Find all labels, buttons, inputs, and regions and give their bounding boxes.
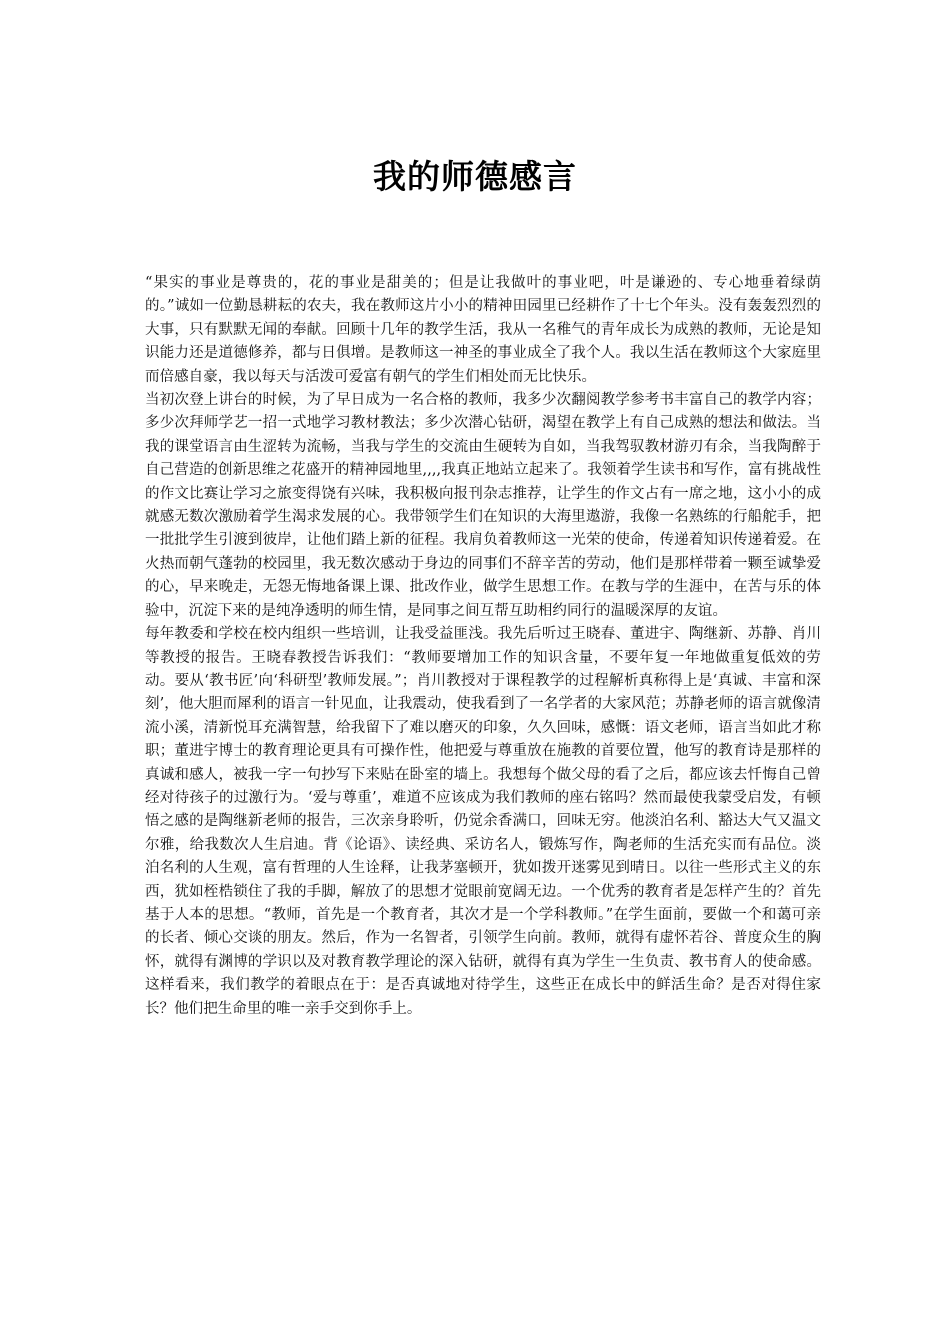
paragraph-1: “果实的事业是尊贵的，花的事业是甜美的；但是让我做叶的事业吧，叶是谦逊的、专心地垂着绿荫的。”诚如一位勤恳耕耘的农夫，我在教师这片小小的精神田园里已经耕作了十七个年头。没有轰轰烈烈的大事，只有默默无闻的奉献。回顾十几年的教学生活，我从一名稚气的青年成长为成熟的教师，无论是知识能力还是道德修养，都与日俱增。是教师这一神圣的事业成全了我个人。我以生活在教师这个大家庭里而倍感自豪，我以每天与活泼可爱富有朝气的学生们相处而无比快乐。 [145, 275, 821, 385]
document-title: 我的师德感言 [373, 157, 577, 196]
document-body [145, 272, 821, 1021]
paragraph-3: 每年教委和学校在校内组织一些培训，让我受益匪浅。我先后听过王晓春、董进宇、陶继新、苏静、肖川等教授的报告。王晓春教授告诉我们：“教师要增加工作的知识含量，不要年复一年地做重复低效的劳动。要从‘教书匠’向‘科研型’教师发展。”；肖川教授对于课程教学的过程解析真称得上是‘真诚、丰富和深刻’，他大胆而犀利的语言一针见血，让我震动，使我看到了一名学者的大家风范；苏静老师的语言就像清流小溪，清新悦耳充满智慧，给我留下了难以磨灭的印象，久久回味，感慨：语文老师，语言当如此才称职；董进宇博士的教育理论更具有可操作性，他把爱与尊重放在施教的首要位置，他写的教育诗是那样的真诚和感人，被我一字一句抄写下来贴在卧室的墙上。我想每个做父母的看了之后，都应该去忏悔自己曾经对待孩子的过激行为。‘爱与尊重’，难道不应该成为我们教师的座右铭吗？然而最使我蒙受启发，有顿悟之感的是陶继新老师的报告，三次亲身聆听，仍觉余香满口，回味无穷。他淡泊名利、豁达大气又温文尔雅，给我数次人生启迪。背《论语》、读经典、采访名人，锻炼写作，陶老师的生活充实而有品位。淡泊名利的人生观，富有哲理的人生诠释，让我茅塞顿开，犹如拨开迷雾见到晴日。以往一些形式主义的东西，犹如桎梏锁住了我的手脚，解放了的思想才觉眼前宽阔无边。一个优秀的教育者是怎样产生的？首先基于人本的思想。“教师，首先是一个教育者，其次才是一个学科教师。”在学生面前，要做一个和蔼可亲的长者、倾心交谈的朋友。然后，作为一名智者，引领学生向前。教师，就得有虚怀若谷、普度众生的胸怀，就得有渊博的学识以及对教育教学理论的深入钻研，就得有真为学生一生负责、教书育人的使命感。这样看来，我们教学的着眼点在于：是否真诚地对待学生，这些正在成长中的鲜活生命？是否对得住家长？他们把生命里的唯一亲手交到你手上。 [145, 626, 821, 1017]
paragraph-2: 当初次登上讲台的时候，为了早日成为一名合格的教师，我多少次翻阅教学参考书丰富自己的教学内容；多少次拜师学艺一招一式地学习教材教法；多少次潜心钻研，渴望在教学上有自己成熟的想法和做法。当我的课堂语言由生涩转为流畅，当我与学生的交流由生硬转为自如，当我驾驭教材游刃有余，当我陶醉于自己营造的创新思维之花盛开的精神园地里,,,,我真正地站立起来了。我领着学生读书和写作，富有挑战性的作文比赛让学习之旅变得饶有兴味，我积极向报刊杂志推荐，让学生的作文占有一席之地，这小小的成就感无数次激励着学生渴求发展的心。我带领学生们在知识的大海里遨游，我像一名熟练的行船舵手，把一批批学生引渡到彼岸，让他们踏上新的征程。我肩负着教师这一光荣的使命，传递着知识传递着爱。在火热而朝气蓬勃的校园里，我无数次感动于身边的同事们不辞辛苦的劳动，他们是那样带着一颗至诚挚爱的心，早来晚走，无怨无悔地备课上课、批改作业，做学生思想工作。在教与学的生涯中，在苦与乐的体验中，沉淀下来的是纯净透明的师生情，是同事之间互帮互助相约同行的温暖深厚的友谊。 [145, 392, 821, 619]
